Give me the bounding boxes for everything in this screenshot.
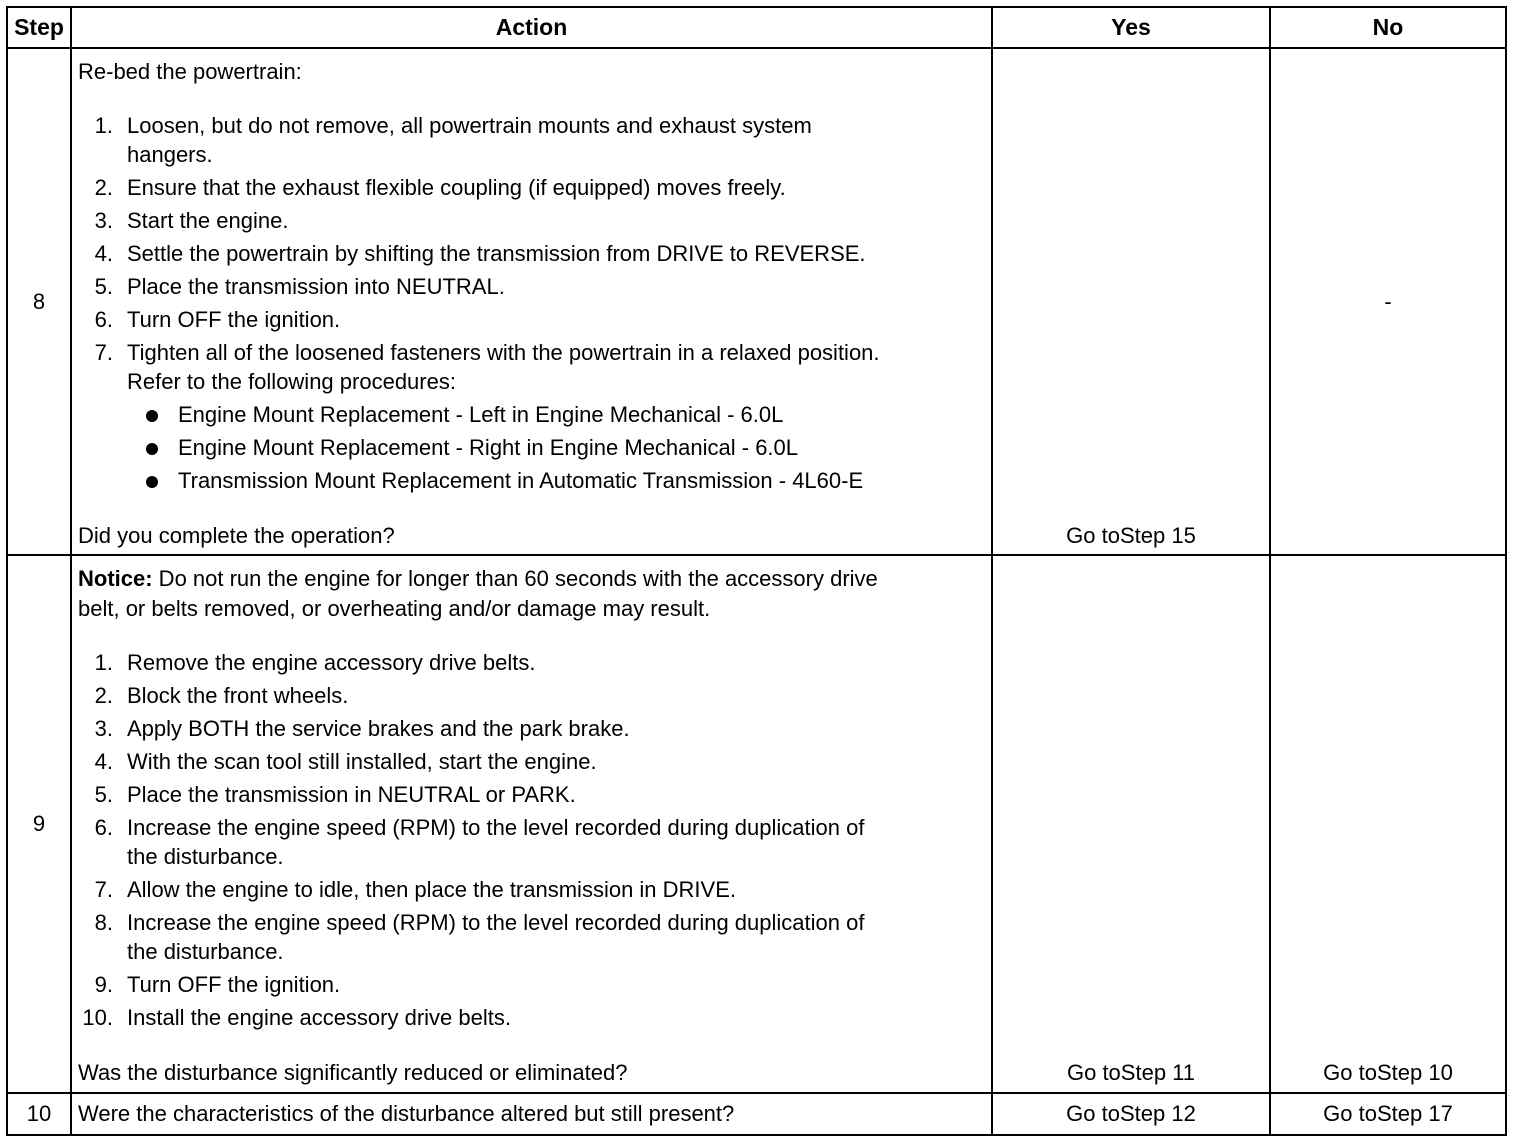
list-item-text: Increase the engine speed (RPM) to the level recorded during duplication of [127, 815, 865, 840]
list-item-number: 9. [94, 972, 113, 997]
table-row-step-10 [6, 1094, 1507, 1134]
list-item-text: Start the engine. [127, 208, 289, 233]
list-item-text: Turn OFF the ignition. [127, 972, 341, 997]
list-item-number: 4. [94, 749, 113, 774]
notice-line-2: belt, or belts removed, or overheating and/or damage may result. [78, 596, 711, 621]
list-item-text: Tighten all of the loosened fasteners with the powertrain in a relaxed position. [127, 340, 880, 365]
step-number: 10 [26, 1101, 52, 1126]
list-item-number: 2. [94, 175, 113, 200]
bullet-item-text: Engine Mount Replacement - Left in Engine Mechanical - 6.0L [178, 402, 784, 427]
list-item-number: 5. [94, 274, 113, 299]
no-cell [1271, 556, 1505, 1092]
list-item-number: 1. [94, 113, 113, 138]
table-header-row [6, 8, 1507, 47]
action-intro: Re-bed the powertrain: [78, 59, 302, 84]
list-item-number: 6. [94, 307, 113, 332]
list-item-number: 1. [94, 650, 113, 675]
table-border-bottom [6, 1134, 1507, 1136]
bullet-item-text: Transmission Mount Replacement in Automatic Transmission - 4L60-E [178, 468, 864, 493]
step-number: 8 [32, 288, 46, 314]
notice-label: Notice: [78, 566, 153, 591]
list-item-text: Place the transmission in NEUTRAL or PARK. [127, 782, 576, 807]
list-item-text: Allow the engine to idle, then place the transmission in DRIVE. [127, 877, 736, 902]
list-item-number: 6. [94, 815, 113, 840]
action-question: Did you complete the operation? [78, 523, 395, 548]
list-item-text: the disturbance. [127, 844, 284, 869]
list-item-number: 4. [94, 241, 113, 266]
list-item-text: Install the engine accessory drive belts. [127, 1005, 511, 1030]
list-item-text: Remove the engine accessory drive belts. [127, 650, 536, 675]
action-question: Was the disturbance significantly reduced or eliminated? [78, 1060, 628, 1085]
yes-cell [993, 49, 1269, 554]
list-item-text: Block the front wheels. [127, 683, 349, 708]
yes-cell [993, 556, 1269, 1092]
list-item-text: Place the transmission into NEUTRAL. [127, 274, 505, 299]
bullet-icon [146, 443, 158, 455]
list-item-text: Increase the engine speed (RPM) to the level recorded during duplication of [127, 910, 865, 935]
header-no: No [1372, 14, 1404, 40]
bullet-icon [146, 410, 158, 422]
list-item-number: 8. [94, 910, 113, 935]
list-item-text: Refer to the following procedures: [127, 369, 456, 394]
no-result: Go toStep 17 [1323, 1101, 1453, 1126]
no-result: Go toStep 10 [1323, 1060, 1453, 1085]
list-item-number: 2. [94, 683, 113, 708]
step-number: 9 [32, 811, 46, 836]
action-cell [6, 1094, 991, 1134]
bullet-item-text: Engine Mount Replacement - Right in Engine Mechanical - 6.0L [178, 435, 799, 460]
list-item-text: Turn OFF the ignition. [127, 307, 341, 332]
notice-line-1: Do not run the engine for longer than 60 seconds with the accessory drive [152, 566, 878, 591]
table-row-step-8 [6, 49, 1507, 554]
bullet-icon [146, 476, 158, 488]
list-item-text: Ensure that the exhaust flexible coupling (if equipped) moves freely. [127, 175, 786, 200]
list-item-text: the disturbance. [127, 939, 284, 964]
list-item-text: hangers. [127, 142, 213, 167]
list-item-text: Settle the powertrain by shifting the transmission from DRIVE to REVERSE. [127, 241, 866, 266]
list-item-number: 10. [82, 1005, 113, 1030]
yes-result: Go toStep 15 [1066, 523, 1196, 548]
list-item-number: 3. [94, 208, 113, 233]
action-question: Were the characteristics of the disturbance altered but still present? [78, 1101, 735, 1126]
yes-result: Go toStep 11 [1066, 1060, 1195, 1085]
action-cell [6, 49, 991, 554]
list-item-text: Apply BOTH the service brakes and the park brake. [127, 716, 630, 741]
header-action: Action [495, 14, 568, 40]
list-item-number: 7. [94, 340, 113, 365]
list-item-text: Loosen, but do not remove, all powertrain mounts and exhaust system [127, 113, 812, 138]
list-item-number: 5. [94, 782, 113, 807]
table-row-step-9 [6, 556, 1507, 1092]
notice-text [78, 564, 878, 594]
list-item-text: With the scan tool still installed, start the engine. [127, 749, 597, 774]
no-result: - [1384, 288, 1392, 314]
header-yes: Yes [1111, 14, 1151, 40]
action-cell [6, 556, 991, 1092]
yes-result: Go toStep 12 [1066, 1101, 1196, 1126]
header-step: Step [14, 14, 64, 40]
list-item-number: 3. [94, 716, 113, 741]
list-item-number: 7. [94, 877, 113, 902]
